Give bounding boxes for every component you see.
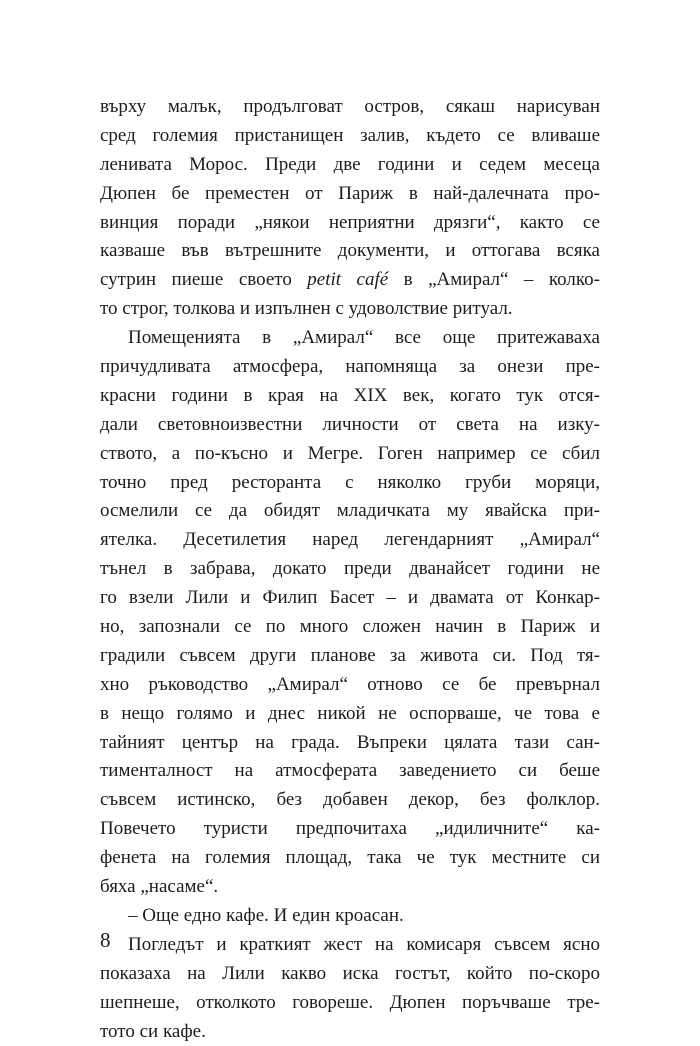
text-line: красни години в края на XIX век, когато тук отся- xyxy=(100,382,600,411)
text-line: тименталност на атмосферата заведението си беше xyxy=(100,757,600,786)
text-line xyxy=(100,266,600,295)
body-text xyxy=(100,93,600,1046)
text-line: Погледът и краткият жест на комисаря съвсем ясно xyxy=(100,931,600,960)
text-line: бяха „насаме“. xyxy=(100,873,600,902)
text-fragment: в „Амирал“ – колко- xyxy=(388,269,600,290)
text-line: тънел в забрава, докато преди дванайсет години не xyxy=(100,555,600,584)
text-line: но, запознали се по много сложен начин в Париж и xyxy=(100,613,600,642)
page-number: 8 xyxy=(100,926,111,954)
text-line: точно пред ресторанта с няколко груби моряци, xyxy=(100,469,600,498)
text-line: дали световноизвестни личности от света на изку- xyxy=(100,411,600,440)
text-line: фенета на големия площад, така че тук местните си xyxy=(100,844,600,873)
dialogue-line: – Още едно кафе. И един кроасан. xyxy=(100,902,600,931)
text-line: Дюпен бе преместен от Париж в най-далечната про- xyxy=(100,180,600,209)
text-line: тайният център на града. Въпреки цялата тази сан- xyxy=(100,729,600,758)
text-line: причудливата атмосфера, напомняща за онези пре- xyxy=(100,353,600,382)
text-line: показаха на Лили какво иска гостът, който по-скоро xyxy=(100,960,600,989)
text-line: върху малък, продълговат остров, сякаш нарисуван xyxy=(100,93,600,122)
text-line: съвсем истинско, без добавен декор, без фолклор. xyxy=(100,786,600,815)
text-line: винция поради „някои неприятни дрязги“, както се xyxy=(100,209,600,238)
text-line: го взели Лили и Филип Басет – и двамата от Конкар- xyxy=(100,584,600,613)
text-line: осмелили се да обидят младичката му явайска при- xyxy=(100,497,600,526)
text-line: тото си кафе. xyxy=(100,1018,600,1046)
text-line: градили съвсем други планове за живота си. Под тя- xyxy=(100,642,600,671)
text-line: ятелка. Десетилетия наред легендарният „Амирал“ xyxy=(100,526,600,555)
text-line: в нещо голямо и днес никой не оспорваше, че това е xyxy=(100,700,600,729)
text-line: Помещенията в „Амирал“ все още притежаваха xyxy=(100,324,600,353)
text-line: хно ръководство „Амирал“ отново се бе превърнал xyxy=(100,671,600,700)
text-line: шепнеше, отколкото говореше. Дюпен поръчваше тре- xyxy=(100,989,600,1018)
text-line: сред големия пристанищен залив, където се вливаше xyxy=(100,122,600,151)
text-fragment: сутрин пиеше своето xyxy=(100,269,307,290)
text-line: ленивата Морос. Преди две години и седем месеца xyxy=(100,151,600,180)
text-line: казваше във вътрешните документи, и оттогава всяка xyxy=(100,237,600,266)
text-line: то строг, толкова и изпълнен с удоволствие ритуал. xyxy=(100,295,600,324)
text-line: ството, а по-късно и Мегре. Гоген например се сбил xyxy=(100,440,600,469)
text-line: Повечето туристи предпочитаха „идиличните“ ка- xyxy=(100,815,600,844)
italic-phrase: petit café xyxy=(307,269,388,290)
